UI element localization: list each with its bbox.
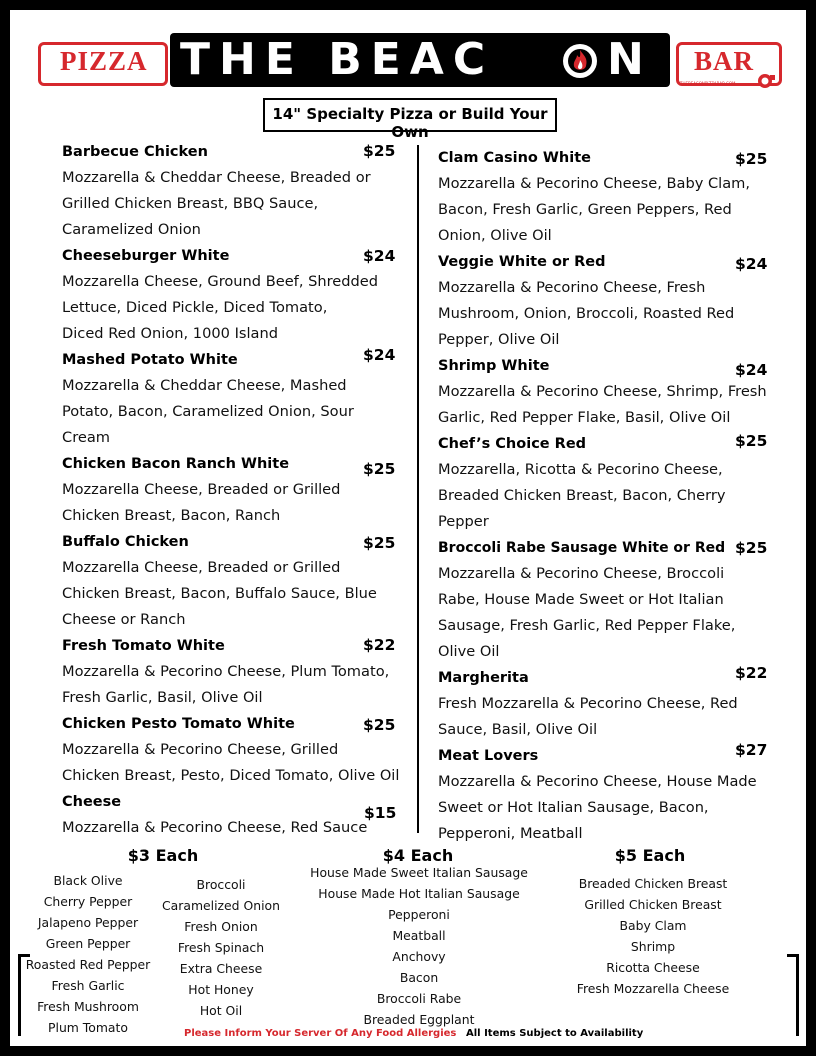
item-desc: Mozzarella & Cheddar Cheese, Mashed <box>62 377 347 394</box>
item-price: $25 <box>735 539 768 557</box>
item-desc: Mozzarella Cheese, Breaded or Grilled <box>62 559 341 576</box>
item-desc: Diced Red Onion, 1000 Island <box>62 325 279 342</box>
bottom-right-bracket <box>796 954 799 1036</box>
item-price: $25 <box>363 142 396 160</box>
item-desc: Lettuce, Diced Pickle, Diced Tomato, <box>62 299 328 316</box>
item-desc: Mozzarella & Pecorino Cheese, Shrimp, Fresh <box>438 383 767 400</box>
topping-item: Broccoli Rabe <box>376 991 462 1006</box>
item-price: $24 <box>363 247 396 265</box>
topping-item: Jalapeno Pepper <box>37 915 139 930</box>
toppings-3-list-a <box>20 870 156 1038</box>
item-price: $22 <box>363 636 396 654</box>
item-price: $24 <box>735 361 768 379</box>
topping-item: Grilled Chicken Breast <box>584 897 722 912</box>
item-name: Mashed Potato White <box>62 352 238 368</box>
item-desc: Mozzarella & Pecorino Cheese, House Made <box>438 773 757 790</box>
subtitle: 14" Specialty Pizza or Build Your Own <box>272 105 548 141</box>
topping-item: Caramelized Onion <box>162 898 280 913</box>
item-price: $25 <box>735 150 768 168</box>
topping-item: Hot Oil <box>199 1003 243 1018</box>
item-desc: Pepper <box>438 513 489 530</box>
item-desc: Pepperoni, Meatball <box>438 825 583 842</box>
item-name: Chicken Pesto Tomato White <box>62 716 295 732</box>
item-desc: Mozzarella & Pecorino Cheese, Plum Tomato, <box>62 663 390 680</box>
bottom-right-bracket-cap <box>787 954 799 957</box>
item-desc: Mozzarella & Pecorino Cheese, Grilled <box>62 741 339 758</box>
topping-item: Green Pepper <box>45 936 131 951</box>
topping-item: Fresh Garlic <box>51 978 125 993</box>
topping-item: Anchovy <box>392 949 446 964</box>
item-desc: Fresh Mozzarella & Pecorino Cheese, Red <box>438 695 738 712</box>
item-desc: Pepper, Olive Oil <box>438 331 560 348</box>
item-desc: Fresh Garlic, Basil, Olive Oil <box>62 689 263 706</box>
toppings-4-heading: $4 Each <box>382 846 454 865</box>
item-desc: Mushroom, Onion, Broccoli, Roasted Red <box>438 305 735 322</box>
topping-item: Extra Cheese <box>179 961 263 976</box>
item-desc: Chicken Breast, Bacon, Ranch <box>62 507 281 524</box>
topping-item: Bacon <box>399 970 439 985</box>
topping-item: Broccoli <box>196 877 246 892</box>
item-price: $24 <box>363 346 396 364</box>
topping-item: Meatball <box>392 928 446 943</box>
topping-item: Ricotta Cheese <box>606 960 700 975</box>
item-price: $22 <box>735 664 768 682</box>
toppings-5-heading: $5 Each <box>614 846 686 865</box>
item-desc: Bacon, Fresh Garlic, Green Peppers, Red <box>438 201 732 218</box>
item-desc: Mozzarella & Cheddar Cheese, Breaded or <box>62 169 371 186</box>
item-desc: Onion, Olive Oil <box>438 227 552 244</box>
bar-label: BAR <box>694 46 755 76</box>
item-name: Shrimp White <box>438 358 550 374</box>
website-text: THEBEACONPIZZABAR.COM <box>680 81 736 86</box>
item-name: Chicken Bacon Ranch White <box>62 456 290 472</box>
item-desc: Breaded Chicken Breast, Bacon, Cherry <box>438 487 726 504</box>
item-desc: Garlic, Red Pepper Flake, Basil, Olive Oil <box>438 409 731 426</box>
item-desc: Olive Oil <box>438 643 500 660</box>
toppings-4-list <box>302 862 536 1030</box>
topping-item: Shrimp <box>630 939 676 954</box>
title-text: THE BEAC <box>180 34 495 85</box>
item-price: $25 <box>363 716 396 734</box>
availability-notice: All Items Subject to Availability <box>466 1028 644 1039</box>
item-desc: Chicken Breast, Bacon, Buffalo Sauce, Blue <box>62 585 377 602</box>
item-desc: Mozzarella, Ricotta & Pecorino Cheese, <box>438 461 723 478</box>
topping-item: Fresh Onion <box>184 919 258 934</box>
item-desc: Mozzarella & Pecorino Cheese, Red Sauce <box>62 819 368 836</box>
topping-item: Breaded Eggplant <box>363 1012 475 1027</box>
item-desc: Mozzarella Cheese, Breaded or Grilled <box>62 481 341 498</box>
item-desc: Grilled Chicken Breast, BBQ Sauce, <box>62 195 319 212</box>
badge-logo-icon <box>756 72 776 90</box>
topping-item: Hot Honey <box>188 982 254 997</box>
topping-item: House Made Hot Italian Sausage <box>318 886 520 901</box>
item-desc: Mozzarella Cheese, Ground Beef, Shredded <box>62 273 379 290</box>
toppings-5-list <box>566 873 740 999</box>
item-price: $15 <box>364 804 397 822</box>
item-price: $24 <box>735 255 768 273</box>
topping-item: Pepperoni <box>388 907 450 922</box>
item-name: Veggie White or Red <box>438 254 606 270</box>
item-desc: Sweet or Hot Italian Sausage, Bacon, <box>438 799 709 816</box>
item-name: Fresh Tomato White <box>62 638 225 654</box>
toppings-3-list-b <box>156 874 286 1021</box>
item-name: Meat Lovers <box>438 748 539 764</box>
item-price: $27 <box>735 741 768 759</box>
item-desc: Mozzarella & Pecorino Cheese, Broccoli <box>438 565 725 582</box>
topping-item: Breaded Chicken Breast <box>578 876 728 891</box>
item-name: Cheeseburger White <box>62 248 230 264</box>
item-price: $25 <box>363 460 396 478</box>
item-name: Buffalo Chicken <box>62 534 189 550</box>
topping-item: House Made Sweet Italian Sausage <box>310 865 528 880</box>
item-desc: Cream <box>62 429 111 446</box>
topping-item: Cherry Pepper <box>43 894 133 909</box>
item-desc: Caramelized Onion <box>62 221 201 238</box>
allergy-notice: Please Inform Your Server Of Any Food Allergies <box>184 1028 457 1039</box>
topping-item: Fresh Mushroom <box>37 999 139 1014</box>
topping-item: Black Olive <box>53 873 123 888</box>
flame-o-icon <box>557 41 603 81</box>
item-desc: Sausage, Fresh Garlic, Red Pepper Flake, <box>438 617 736 634</box>
topping-item: Roasted Red Pepper <box>25 957 151 972</box>
title-text-end: N <box>607 34 653 85</box>
item-price: $25 <box>735 432 768 450</box>
item-desc: Mozzarella & Pecorino Cheese, Baby Clam, <box>438 175 751 192</box>
topping-item: Fresh Mozzarella Cheese <box>576 981 730 996</box>
item-name: Chef’s Choice Red <box>438 436 587 452</box>
item-name: Margherita <box>438 670 529 686</box>
item-desc: Cheese or Ranch <box>62 611 186 628</box>
pizza-label: PIZZA <box>60 46 148 76</box>
toppings-3-heading: $3 Each <box>127 846 199 865</box>
item-desc: Chicken Breast, Pesto, Diced Tomato, Olive Oil <box>62 767 400 784</box>
topping-item: Fresh Spinach <box>177 940 265 955</box>
topping-item: Plum Tomato <box>48 1020 128 1035</box>
column-divider <box>417 145 419 833</box>
item-name: Clam Casino White <box>438 150 591 166</box>
item-desc: Potato, Bacon, Caramelized Onion, Sour <box>62 403 354 420</box>
item-desc: Sauce, Basil, Olive Oil <box>438 721 598 738</box>
item-name: Barbecue Chicken <box>62 144 208 160</box>
item-desc: Rabe, House Made Sweet or Hot Italian <box>438 591 724 608</box>
item-desc: Mozzarella & Pecorino Cheese, Fresh <box>438 279 706 296</box>
item-name: Cheese <box>62 794 122 810</box>
item-price: $25 <box>363 534 396 552</box>
topping-item: Baby Clam <box>619 918 687 933</box>
item-name: Broccoli Rabe Sausage White or Red <box>438 540 726 556</box>
